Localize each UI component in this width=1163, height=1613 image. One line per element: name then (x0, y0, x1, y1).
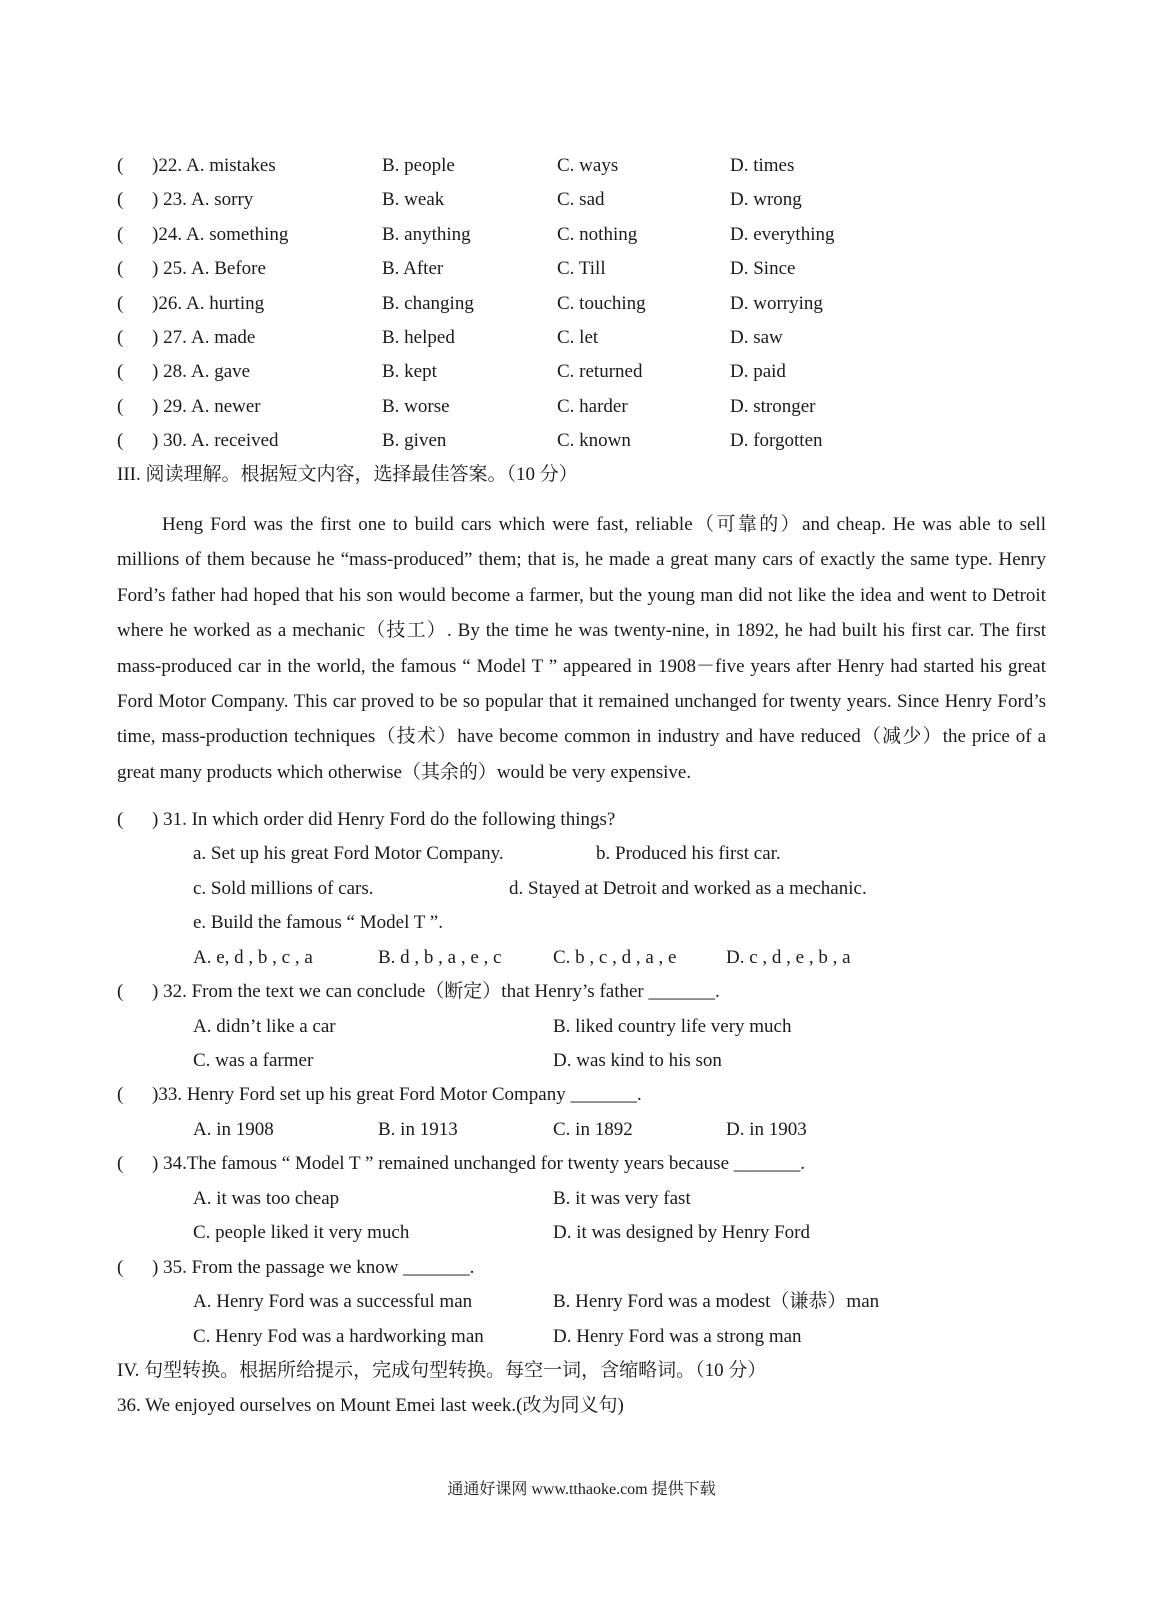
option-a: A. mistakes (186, 155, 276, 176)
q33-option-a: A. in 1908 (193, 1119, 274, 1140)
option-a: A. hurting (186, 292, 265, 314)
q31-option-a: A. e, d , b , c , a (193, 947, 313, 968)
option-c: C. harder (557, 395, 628, 417)
question-number: ) 25. (152, 258, 187, 280)
question-number: ) 23. (152, 189, 187, 211)
option-b: B. After (382, 258, 444, 280)
question-number: )24. (152, 223, 183, 245)
question-number: ) 27. (152, 327, 187, 348)
answer-paren: ( (117, 327, 124, 348)
q35-option-a: A. Henry Ford was a successful man (193, 1291, 473, 1312)
answer-paren: ( (117, 430, 124, 452)
question-number: )22. (152, 155, 183, 176)
q32-option-a: A. didn’t like a car (193, 1016, 336, 1037)
q31-item-a: a. Set up his great Ford Motor Company. (193, 843, 504, 864)
option-d: D. stronger (730, 395, 816, 417)
answer-paren: ( (117, 1153, 124, 1174)
option-c: C. Till (557, 258, 606, 280)
option-c: C. nothing (557, 223, 638, 245)
page-footer: 通通好课网 www.tthaoke.com 提供下载 (447, 1481, 716, 1498)
option-b: B. worse (382, 395, 450, 417)
option-c: C. let (557, 327, 599, 348)
option-d: D. forgotten (730, 430, 823, 452)
option-d: D. everything (730, 223, 835, 245)
question-number: ) 29. (152, 395, 187, 417)
option-c: C. touching (557, 292, 646, 314)
answer-paren: ( (117, 361, 124, 383)
question-stem: ) 34.The famous “ Model T ” remained unchanged for twenty years because _______. (152, 1153, 806, 1174)
option-d: D. wrong (730, 189, 802, 211)
option-d: D. worrying (730, 292, 823, 314)
q31-option-c: C. b , c , d , a , e (553, 947, 677, 968)
option-b: B. anything (382, 223, 471, 245)
option-d: D. Since (730, 258, 796, 280)
question-stem: )33. Henry Ford set up his great Ford Motor Company _______. (152, 1084, 642, 1105)
question-stem: ) 31. In which order did Henry Ford do the following things? (152, 809, 616, 830)
q33-option-c: C. in 1892 (553, 1119, 633, 1140)
q31-item-d: d. Stayed at Detroit and worked as a mechanic. (509, 878, 867, 899)
q34-option-b: B. it was very fast (553, 1188, 691, 1209)
answer-paren: ( (117, 809, 124, 830)
question-36: 36. We enjoyed ourselves on Mount Emei last week.(改为同义句) (117, 1395, 624, 1416)
q32-option-b: B. liked country life very much (553, 1016, 792, 1037)
option-a: A. made (191, 327, 256, 348)
question-stem: ) 32. From the text we can conclude（断定）that Henry’s father _______. (152, 981, 720, 1002)
question-number: ) 28. (152, 361, 187, 383)
answer-paren: ( (117, 981, 124, 1002)
option-c: C. returned (557, 361, 643, 383)
option-a: A. received (191, 430, 279, 452)
answer-paren: ( (117, 223, 124, 245)
q33-option-b: B. in 1913 (378, 1119, 458, 1140)
q31-item-b: b. Produced his first car. (596, 843, 781, 864)
q31-item-c: c. Sold millions of cars. (193, 878, 374, 899)
q31-option-d: D. c , d , e , b , a (726, 947, 851, 968)
option-b: B. people (382, 155, 455, 176)
option-a: A. sorry (191, 189, 254, 211)
option-d: D. paid (730, 361, 786, 383)
q32-option-d: D. was kind to his son (553, 1050, 722, 1071)
q31-option-b: B. d , b , a , e , c (378, 947, 502, 968)
option-b: B. helped (382, 327, 455, 348)
option-a: A. something (186, 223, 289, 245)
q35-option-c: C. Henry Fod was a hardworking man (193, 1326, 484, 1347)
answer-paren: ( (117, 395, 124, 417)
q34-option-d: D. it was designed by Henry Ford (553, 1222, 810, 1243)
option-b: B. changing (382, 292, 474, 314)
option-d: D. times (730, 155, 795, 176)
q33-option-d: D. in 1903 (726, 1119, 807, 1140)
q35-option-d: D. Henry Ford was a strong man (553, 1326, 802, 1347)
reading-passage: Heng Ford was the first one to build cars which were fast, reliable（可靠的）and cheap. He was able to sell millions of them because he “mass-produced” them; that is, he made a great many cars of exactly the same type. Henry Ford’s father had hoped that his son would become a farmer, but the young man did not like the idea and went to Detroit where he worked as a mechanic（技工）. By the time he was twenty-nine, in 1892, he had built his first car. The first mass-produced car in the world, the famous “ Model T ” appeared in 1908－five years after Henry had started his great Ford Motor Company. This car proved to be so popular that it remained unchanged for twenty years. Since Henry Ford’s time, mass-production techniques（技术）have become common in industry and have reduced（减少）the price of a great many products which otherwise（其余的）would be very expensive. (117, 514, 1046, 783)
question-number: ) 30. (152, 430, 187, 452)
q34-option-a: A. it was too cheap (193, 1188, 340, 1209)
answer-paren: ( (117, 1257, 124, 1278)
option-c: C. ways (557, 155, 619, 176)
answer-paren: ( (117, 292, 124, 314)
option-a: A. gave (191, 361, 251, 383)
answer-paren: ( (117, 258, 124, 280)
option-a: A. Before (191, 258, 266, 280)
option-c: C. sad (557, 189, 605, 211)
q31-item-e: e. Build the famous “ Model T ”. (193, 912, 443, 933)
option-d: D. saw (730, 327, 783, 348)
answer-paren: ( (117, 1084, 124, 1105)
question-stem: ) 35. From the passage we know _______. (152, 1257, 475, 1278)
option-b: B. given (382, 430, 447, 452)
section-4-heading: IV. 句型转换。根据所给提示，完成句型转换。每空一词，含缩略词。（10 分） (117, 1360, 767, 1381)
section-3-heading: III. 阅读理解。根据短文内容，选择最佳答案。（10 分） (117, 464, 578, 485)
option-b: B. weak (382, 189, 445, 211)
answer-paren: ( (117, 155, 124, 176)
q34-option-c: C. people liked it very much (193, 1222, 410, 1243)
q32-option-c: C. was a farmer (193, 1050, 314, 1071)
option-b: B. kept (382, 361, 437, 383)
question-number: )26. (152, 292, 183, 314)
answer-paren: ( (117, 189, 124, 211)
option-a: A. newer (191, 395, 261, 417)
option-c: C. known (557, 430, 631, 452)
q35-option-b: B. Henry Ford was a modest（谦恭）man (553, 1291, 880, 1312)
